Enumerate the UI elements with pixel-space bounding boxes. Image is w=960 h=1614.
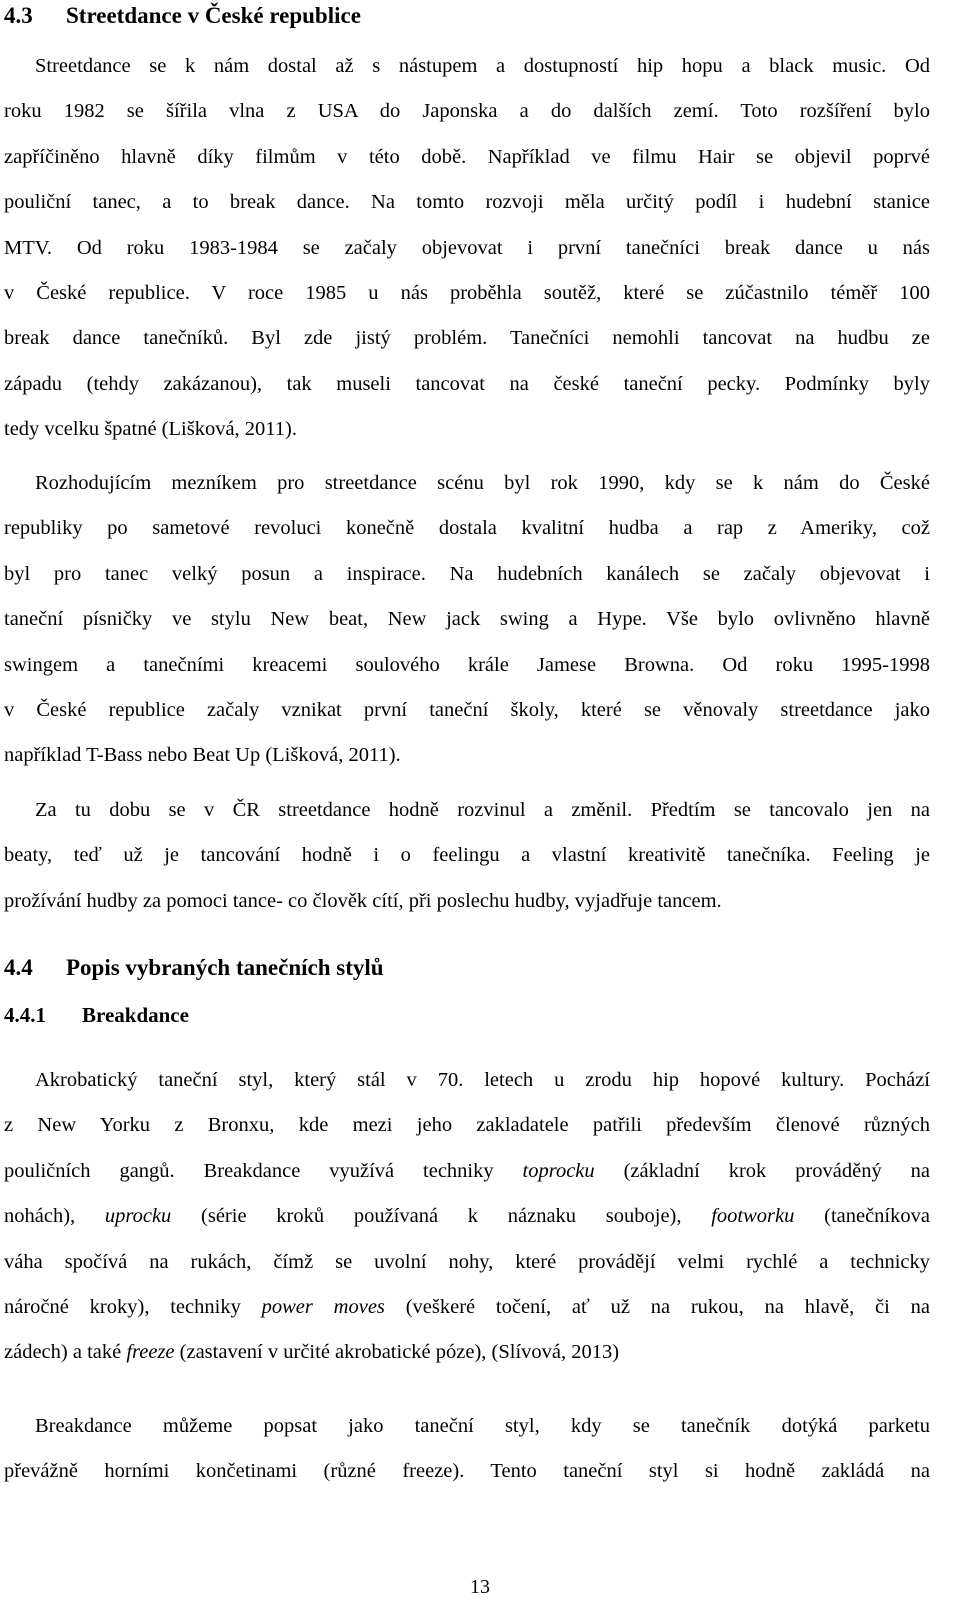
text-fragment: (zastavení v určité akrobatické póze), (Slívová, 2013) — [174, 1341, 620, 1364]
text-fragment: (veškeré točení, ať už na rukou, na hlavě, či na — [384, 1295, 930, 1318]
text-line: zapříčiněno hlavně díky filmům v této době. Například ve filmu Hair se objevil poprvé — [4, 145, 930, 168]
paragraph-1990-milestone — [4, 461, 930, 779]
text-fragment: (tanečníkova — [794, 1205, 930, 1228]
text-line: beaty, teď už je tancování hodně i o feelingu a vlastní kreativitě tanečníka. Feeling je — [4, 844, 930, 867]
paragraph-streetdance-history — [4, 44, 930, 453]
text-line — [4, 1330, 930, 1375]
paragraph-feeling — [4, 788, 930, 924]
text-line: Breakdance můžeme popsat jako taneční styl, kdy se tanečník dotýká parketu — [35, 1415, 930, 1437]
text-line: tedy vcelku špatné (Lišková, 2011). — [4, 418, 297, 441]
text-line: byl pro tanec velký posun a inspirace. Na hudebních kanálech se začaly objevovat i — [4, 562, 930, 585]
section-heading-4-4 — [4, 955, 384, 981]
text-line: Akrobatický taneční styl, který stál v 70. letech u zrodu hip hopové kultury. Pochází — [35, 1069, 930, 1091]
section-title: Popis vybraných tanečních stylů — [66, 955, 384, 980]
paragraph-breakdance-definition — [4, 1404, 930, 1495]
paragraph-breakdance-description — [4, 1058, 930, 1376]
text-line: Rozhodujícím mezníkem pro streetdance scénu byl rok 1990, kdy se k nám do České — [35, 472, 930, 494]
section-number: 4.4.1 — [4, 1003, 46, 1027]
text-line: v České republice začaly vznikat první taneční školy, které se věnovaly streetdance jako — [4, 698, 930, 721]
text-fragment: (základní krok prováděný na — [594, 1159, 930, 1182]
text-line: swingem a tanečními kreacemi soulového krále Jamese Browna. Od roku 1995-1998 — [4, 653, 930, 676]
term-power-moves: power moves — [261, 1295, 385, 1318]
text-fragment: pouličních gangů. Breakdance využívá techniky — [4, 1159, 523, 1182]
text-line: z New Yorku z Bronxu, kde mezi jeho zakladatele patřili především členové různých — [4, 1114, 930, 1137]
text-line: break dance tanečníků. Byl zde jistý problém. Tanečníci nemohli tancovat na hudbu ze — [4, 327, 930, 350]
text-line — [4, 1149, 930, 1194]
text-line: váha spočívá na rukách, čímž se uvolní nohy, které provádějí velmi rychlé a technicky — [4, 1250, 930, 1273]
term-toprock: toprocku — [522, 1159, 595, 1182]
text-line: například T-Bass nebo Beat Up (Lišková, 2011). — [4, 744, 401, 767]
text-fragment: (série kroků používaná k náznaku souboje), — [171, 1205, 712, 1228]
text-line: taneční písničky ve stylu New beat, New jack swing a Hype. Vše bylo ovlivněno hlavně — [4, 608, 930, 631]
text-line: roku 1982 se šířila vlna z USA do Japonska a do dalších zemí. Toto rozšíření bylo — [4, 100, 930, 123]
text-line: převážně horními končetinami (různé freeze). Tento taneční styl si hodně zakládá na — [4, 1460, 930, 1483]
text-line: MTV. Od roku 1983-1984 se začaly objevovat i první tanečníci break dance u nás — [4, 236, 930, 259]
section-title: Breakdance — [82, 1003, 189, 1027]
section-heading-4-3 — [4, 3, 361, 29]
section-number: 4.3 — [4, 3, 33, 28]
term-footwork: footworku — [711, 1205, 795, 1228]
text-line: prožívání hudby za pomoci tance- co člověk cítí, při poslechu hudby, vyjadřuje tancem. — [4, 889, 722, 912]
text-line — [4, 1194, 930, 1239]
text-fragment: náročné kroky), techniky — [4, 1295, 262, 1318]
text-line: republiky po sametové revoluci konečně dostala kvalitní hudba a rap z Ameriky, což — [4, 517, 930, 540]
text-line: západu (tehdy zakázanou), tak museli tancovat na české taneční pecky. Podmínky byly — [4, 372, 930, 395]
text-fragment: nohách), — [4, 1205, 105, 1228]
text-line — [4, 1285, 930, 1330]
text-line: Za tu dobu se v ČR streetdance hodně rozvinul a změnil. Předtím se tancovalo jen na — [35, 799, 930, 821]
term-uprock: uprocku — [104, 1205, 172, 1228]
text-fragment: zádech) a také — [4, 1341, 127, 1364]
section-number: 4.4 — [4, 955, 33, 980]
text-line: pouliční tanec, a to break dance. Na tomto rozvoji měla určitý podíl i hudební stanice — [4, 191, 930, 214]
term-freeze: freeze — [126, 1341, 175, 1364]
section-heading-4-4-1 — [4, 1003, 189, 1028]
section-title: Streetdance v České republice — [66, 3, 361, 28]
text-line: Streetdance se k nám dostal až s nástupem a dostupností hip hopu a black music. Od — [35, 55, 930, 77]
text-line: v České republice. V roce 1985 u nás proběhla soutěž, které se zúčastnilo téměř 100 — [4, 281, 930, 304]
page-number: 13 — [470, 1576, 490, 1598]
